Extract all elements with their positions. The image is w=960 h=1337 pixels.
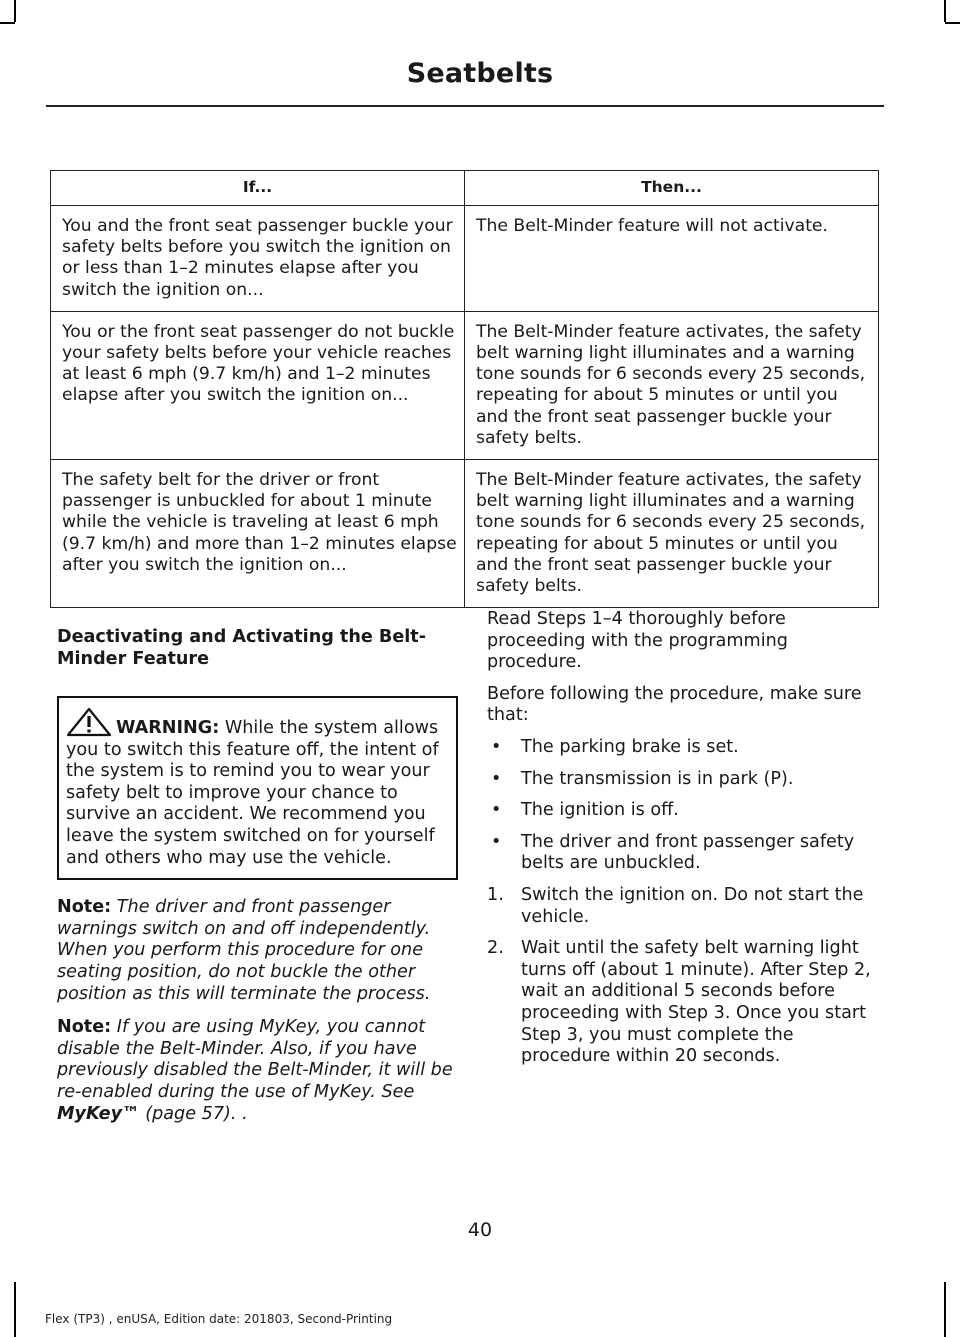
left-column xyxy=(57,626,457,1137)
procedure-precondition: Before following the procedure, make sure that: xyxy=(487,683,862,726)
bullet-text: The ignition is off. xyxy=(521,800,679,821)
note-page-ref: (page 57). . xyxy=(139,1103,248,1124)
table-row xyxy=(51,206,879,312)
step-number: 2. xyxy=(487,938,504,959)
section-heading: Deactivating and Activating the Belt-Minder Feature xyxy=(57,627,427,669)
mykey-cross-reference-link[interactable]: MyKey™ xyxy=(57,1103,140,1124)
belt-minder-table xyxy=(50,170,879,608)
header-divider xyxy=(46,105,884,107)
note-text: If you are using MyKey, you cannot disable the Belt-Minder. Also, if you have previously disabled the Belt-Minder, it will be re-enabled during the use of MyKey. See xyxy=(57,1017,453,1102)
note-paragraph xyxy=(57,1017,457,1125)
procedure-intro: Read Steps 1–4 thoroughly before proceeding with the programming procedure. xyxy=(487,609,788,673)
crop-mark xyxy=(944,0,946,22)
bullet-text: The driver and front passenger safety belts are unbuckled. xyxy=(521,831,855,874)
list-item xyxy=(487,737,882,759)
bullet-icon: • xyxy=(491,831,502,852)
table-cell-if: You and the front seat passenger buckle your safety belts before you switch the ignition on or less than 1–2 minutes elapse after you switch the ignition on... xyxy=(51,206,465,312)
step-text: Wait until the safety belt warning light turns off (about 1 minute). After Step 2, wait an additional 5 seconds before proceeding with Step 3. Once you start Step 3, you must complete the procedure within 20 seconds. xyxy=(521,938,871,1067)
table-cell-if: You or the front seat passenger do not buckle your safety belts before your vehicle reaches at least 6 mph (9.7 km/h) and 1–2 minutes elapse after you switch the ignition on... xyxy=(51,311,465,459)
step-number: 1. xyxy=(487,884,504,905)
warning-triangle-icon xyxy=(66,707,112,737)
table-row xyxy=(51,311,879,459)
warning-text: While the system allows you to switch this feature off, the intent of the system is to remind you to wear your safety belt to improve your chance to survive an accident. We recommend you leave the system switched on for yourself and others who may use the vehicle. xyxy=(66,718,439,868)
list-item xyxy=(487,800,882,822)
note-label: Note: xyxy=(57,1017,112,1038)
table-header-then: Then... xyxy=(465,171,879,206)
step-text: Switch the ignition on. Do not start the vehicle. xyxy=(521,884,864,927)
step-item xyxy=(487,938,882,1068)
crop-mark xyxy=(944,1282,946,1337)
list-item xyxy=(487,769,882,791)
page-title: Seatbelts xyxy=(406,58,554,89)
warning-label: WARNING: xyxy=(116,718,220,738)
bullet-text: The transmission is in park (P). xyxy=(521,768,794,789)
step-item xyxy=(487,885,882,928)
table-row xyxy=(51,460,879,608)
bullet-text: The parking brake is set. xyxy=(521,736,739,757)
crop-mark xyxy=(14,1282,16,1337)
table-cell-then: The Belt-Minder feature activates, the safety belt warning light illuminates and a warning tone sounds for 6 seconds every 25 seconds, repeating for about 5 minutes or until you and the front seat passenger buckle your safety belts. xyxy=(465,311,879,459)
crop-mark xyxy=(14,0,16,22)
list-item xyxy=(487,832,882,875)
warning-box xyxy=(57,696,458,880)
note-paragraph xyxy=(57,897,457,1005)
table-header-if: If... xyxy=(51,171,465,206)
right-column xyxy=(487,609,882,1078)
table-cell-then: The Belt-Minder feature will not activate. xyxy=(465,206,879,312)
bullet-icon: • xyxy=(491,768,502,789)
note-text: The driver and front passenger warnings switch on and off independently. When you perform this procedure for one seating position, do not buckle the other position as this will terminate the process. xyxy=(57,897,431,1004)
table-cell-then: The Belt-Minder feature activates, the safety belt warning light illuminates and a warning tone sounds for 6 seconds every 25 seconds, repeating for about 5 minutes or until you and the front seat passenger buckle your safety belts. xyxy=(465,460,879,608)
footer-edition: Flex (TP3) , enUSA, Edition date: 201803, Second-Printing xyxy=(45,1312,393,1326)
crop-mark xyxy=(945,22,960,24)
bullet-icon: • xyxy=(491,800,502,821)
crop-mark xyxy=(0,22,15,24)
table-cell-if: The safety belt for the driver or front passenger is unbuckled for about 1 minute while the vehicle is traveling at least 6 mph (9.7 km/h) and more than 1–2 minutes elapse after you switch the ignition on... xyxy=(51,460,465,608)
note-label: Note: xyxy=(57,897,112,918)
bullet-icon: • xyxy=(491,736,502,757)
table-header-row xyxy=(51,171,879,206)
page-number: 40 xyxy=(467,1219,493,1241)
